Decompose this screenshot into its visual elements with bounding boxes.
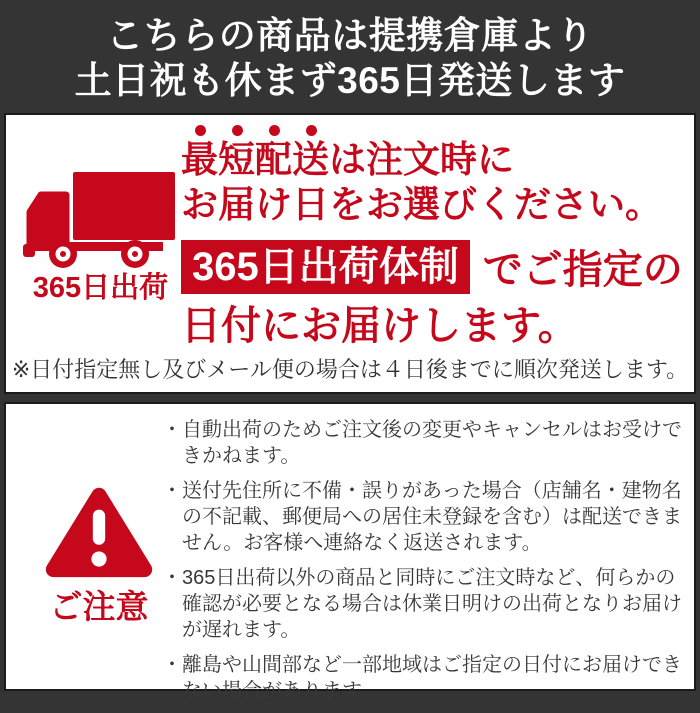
caution-bullet: ・365日出荷以外の商品と同時にご注文時など、何らかの確認が必要となる場合は休業日明けの出荷となりお届けが遅れます。	[162, 567, 682, 641]
banner-line-2: 土日祝も休まず365日発送します	[74, 59, 626, 101]
banner-line-1: こちらの商品は提携倉庫より	[106, 14, 594, 56]
shipping-heading-line-1: 最短配送は注文時に	[181, 139, 514, 180]
delivery-truck-icon	[18, 170, 183, 270]
shipping-footnote: ※日付指定無し及びメール便の場合は４日後までに順次発送します。	[11, 357, 689, 382]
caution-bullet: ・送付先住所に不備・誤りがあった場合（店舗名・建物名の不記載、郵便局への居住未登録を含む）は配送できません。お客様へ連絡なく返送されます。	[162, 480, 682, 554]
shipping-message	[181, 124, 696, 350]
truck-caption: 365日出荷	[32, 272, 169, 304]
shipping-heading-line-3: 日付にお届けします。	[181, 304, 578, 348]
emphasis-dot	[219, 124, 256, 137]
caution-bullet: ・自動出荷のためご注文後の変更やキャンセルはお受けできかねます。	[162, 419, 682, 467]
emphasis-dot	[182, 124, 219, 137]
caution-bullet: ・離島や山間部など一部地域はご指定の日付にお届けできない場合があります。	[162, 654, 682, 702]
caution-bullet-list	[162, 417, 690, 713]
shipping-info-box	[4, 113, 696, 394]
emphasis-dots	[182, 124, 696, 137]
shipping-heading-line-2: お届け日をお選びください。	[181, 184, 662, 225]
emphasis-dot	[293, 124, 330, 137]
emphasis-dot	[256, 124, 293, 137]
highlight-badge: 365日出荷体制	[181, 240, 470, 294]
caution-box	[4, 402, 696, 702]
warning-triangle-icon	[24, 482, 174, 581]
caution-caption: ご注意	[49, 588, 149, 625]
truck-column	[18, 170, 183, 304]
highlight-suffix: でご指定の	[482, 248, 683, 292]
highlight-row	[181, 238, 696, 295]
caution-column	[24, 482, 174, 624]
top-banner	[0, 0, 700, 113]
